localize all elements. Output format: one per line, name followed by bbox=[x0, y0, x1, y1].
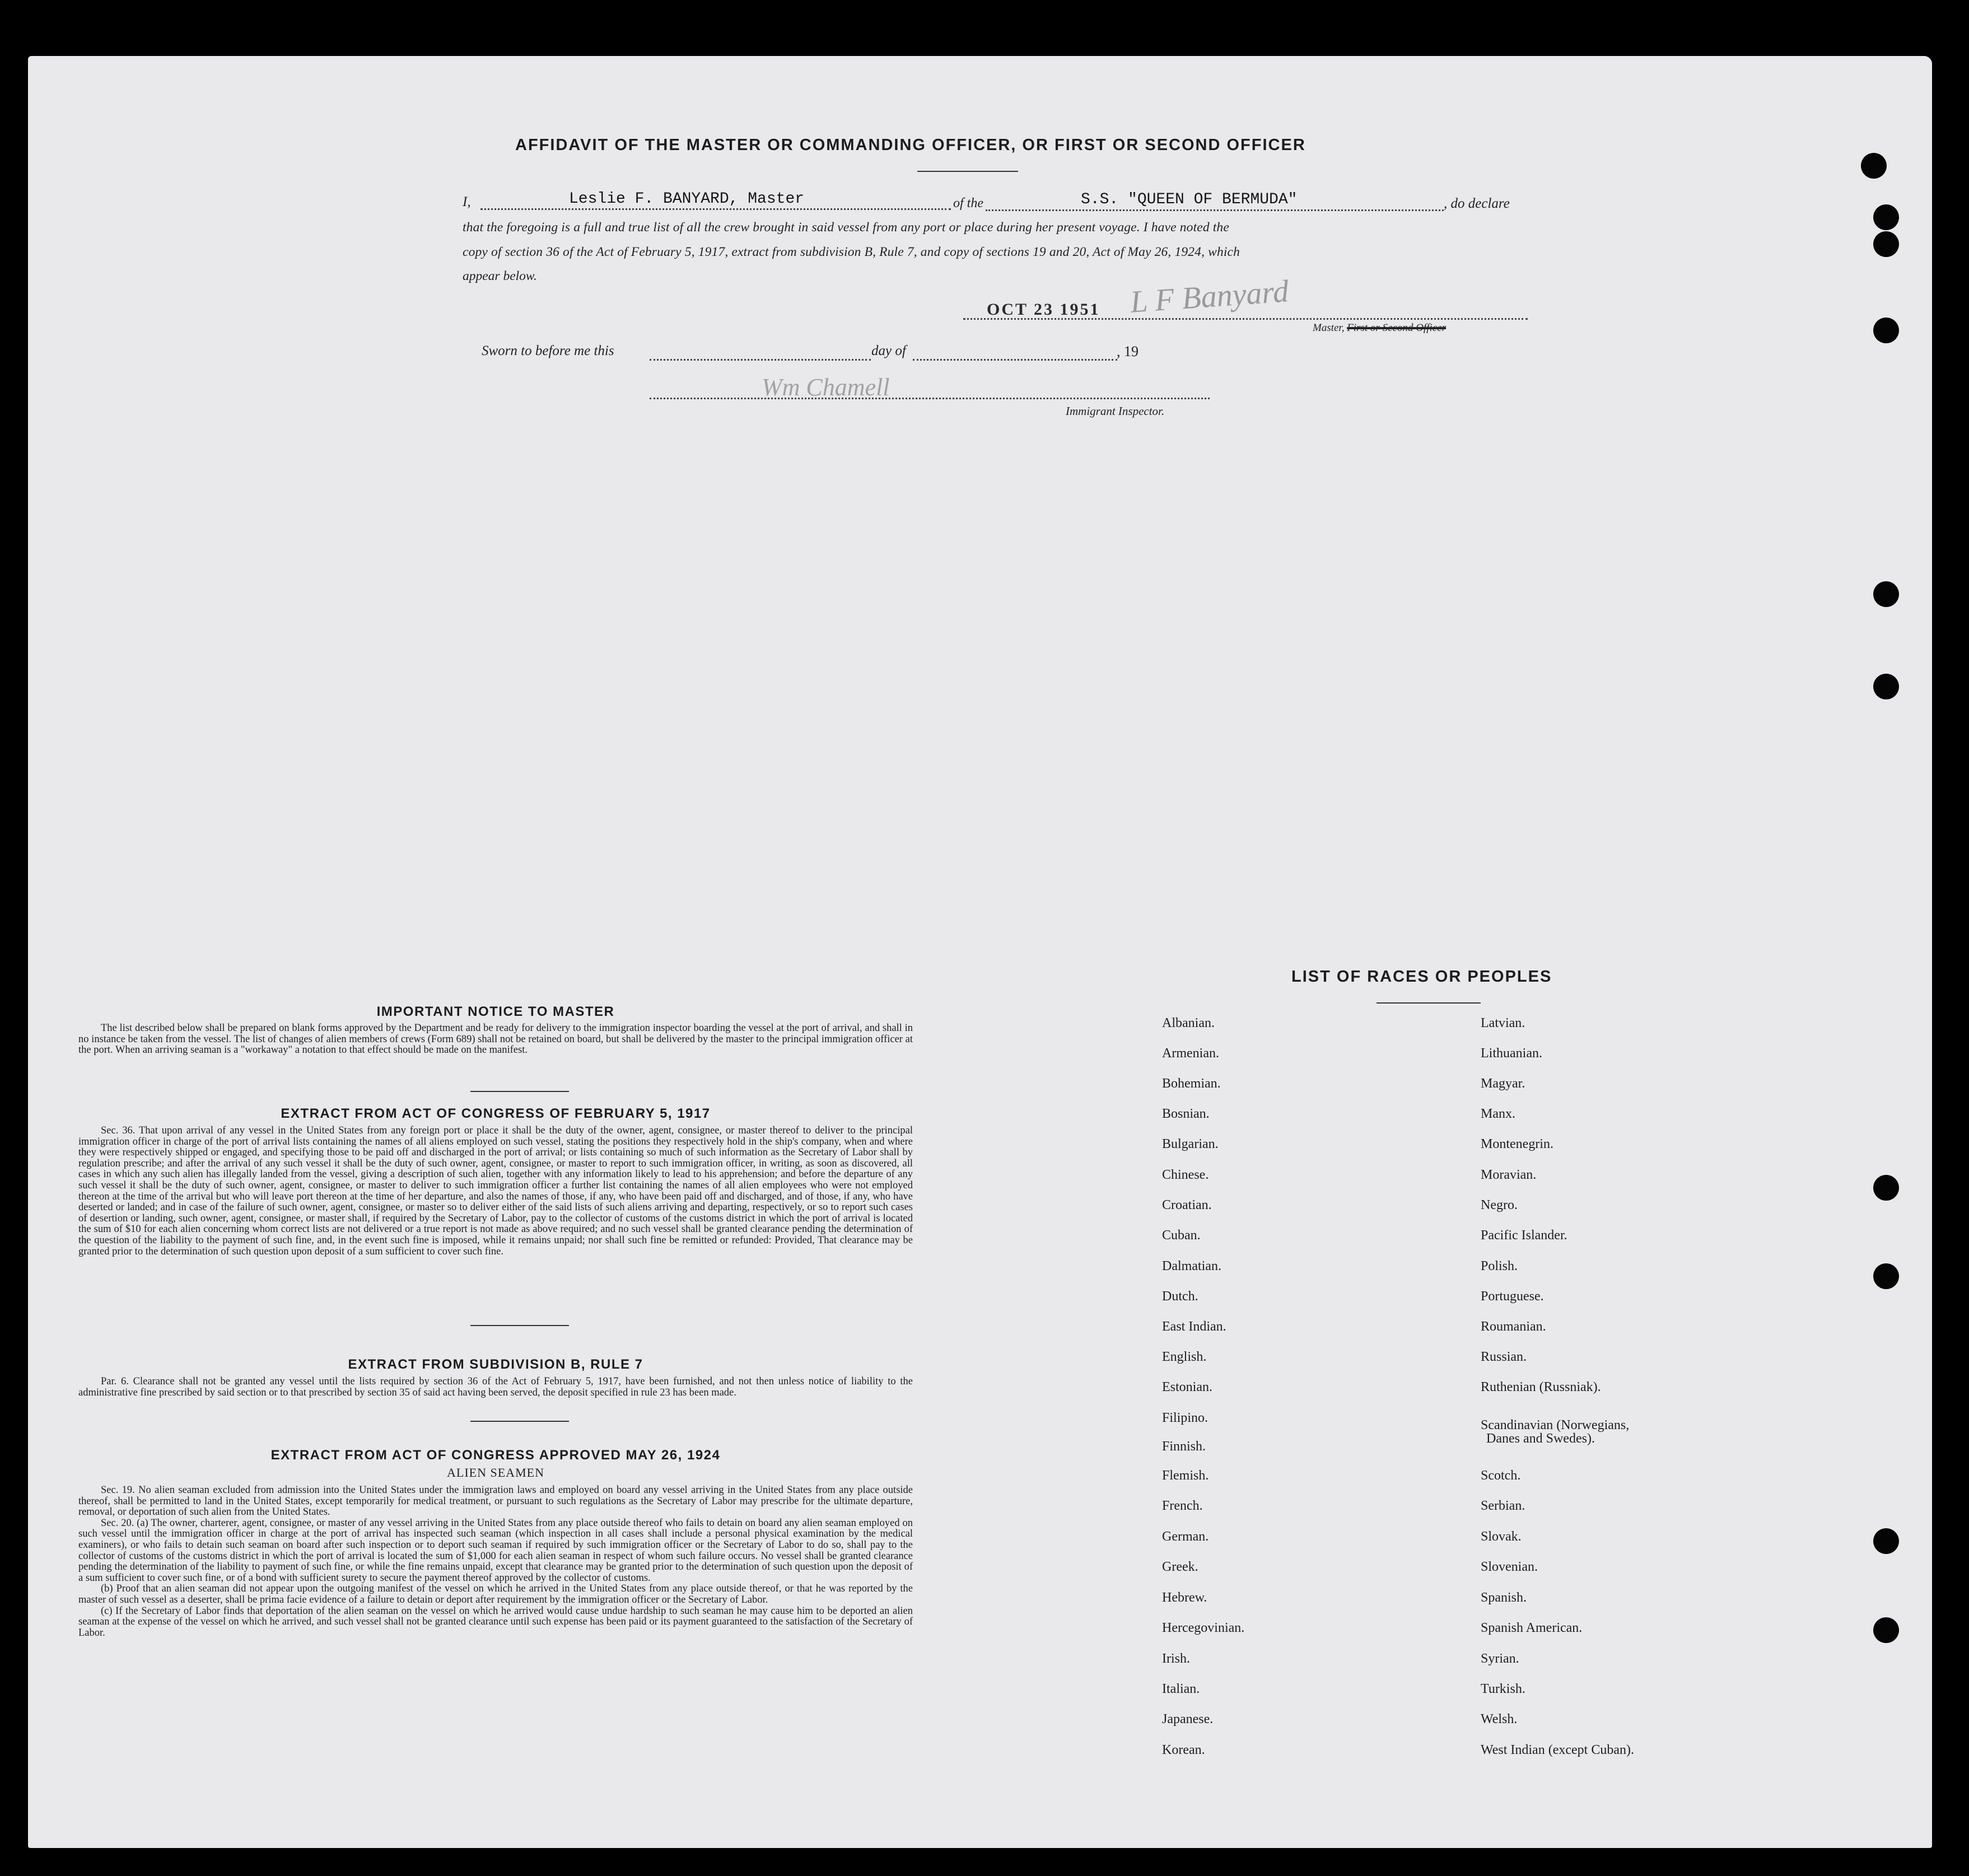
do-declare-label: , do declare bbox=[1444, 196, 1510, 211]
race-item: Slovak. bbox=[1481, 1529, 1522, 1544]
notice-text bbox=[78, 1023, 913, 1056]
sec-19-paragraph: Sec. 19. No alien seaman excluded from admission into the United States under the immigration laws and employed on board any vessel arriving in the United States from any place outside thereof, shall be permitted to land in the United States, except temporarily for medical treatment, or pursuant to such regulations as the Secretary of Labor may prescribe for the ultimate departure, removal, or deportation of such alien from the United States. bbox=[78, 1485, 913, 1518]
race-item: Japanese. bbox=[1162, 1712, 1214, 1726]
alien-seamen-subtitle: ALIEN SEAMEN bbox=[447, 1466, 544, 1480]
race-item: Dalmatian. bbox=[1162, 1259, 1221, 1273]
sec-20b-paragraph: (b) Proof that an alien seaman did not appear upon the outgoing manifest of the vessel on which he arrived in the United States from any place outside thereof, or that he was reported by the master of such vessel as a deserter, shall be prima facie evidence of a failure to detain or deport after requirement by the immigration officer or the Secretary of Labor. bbox=[78, 1583, 913, 1606]
divider bbox=[917, 171, 1018, 172]
notice-title: IMPORTANT NOTICE TO MASTER bbox=[376, 1004, 615, 1019]
binder-hole bbox=[1861, 153, 1887, 179]
notice-paragraph: The list described below shall be prepared on blank forms approved by the Department and be ready for delivery to the immigration inspector boarding the vessel at the port of arrival, and shall in no instance be taken from the vessel. The list of changes of alien members of crews (Form 689) shall not be retained on board, but shall be delivered by the master to the principal immigration officer at the port. When an arriving seaman is a "workaway" a notation to that effect should be made on the manifest. bbox=[78, 1023, 913, 1056]
rule-7-title: EXTRACT FROM SUBDIVISION B, RULE 7 bbox=[348, 1357, 643, 1372]
signer-title-struck: First or Second Officer bbox=[1347, 322, 1447, 334]
race-item: Negro. bbox=[1481, 1198, 1518, 1212]
race-item: Bohemian. bbox=[1162, 1076, 1221, 1091]
master-signature: L F Banyard bbox=[1129, 274, 1290, 320]
of-the-label: of the bbox=[953, 196, 983, 211]
document-page bbox=[28, 56, 1932, 1848]
binder-hole bbox=[1873, 231, 1899, 257]
race-item: Russian. bbox=[1481, 1350, 1527, 1364]
i-label: I, bbox=[463, 194, 471, 209]
rule-7-text bbox=[78, 1376, 913, 1398]
inspector-signature: Wm Chamell bbox=[762, 374, 890, 401]
race-item: Irish. bbox=[1162, 1651, 1190, 1666]
race-item: Flemish. bbox=[1162, 1468, 1209, 1483]
race-item: Slovenian. bbox=[1481, 1560, 1538, 1574]
vessel-name: S.S. "QUEEN OF BERMUDA" bbox=[1081, 191, 1298, 208]
year-prefix: , 19 bbox=[1117, 343, 1139, 360]
race-item: Estonian. bbox=[1162, 1380, 1212, 1394]
race-item: West Indian (except Cuban). bbox=[1481, 1743, 1634, 1757]
extract-1917-title: EXTRACT FROM ACT OF CONGRESS OF FEBRUARY 5, 1917 bbox=[281, 1106, 711, 1121]
race-item: Scandinavian (Norwegians, bbox=[1481, 1418, 1630, 1432]
race-item: Pacific Islander. bbox=[1481, 1228, 1567, 1243]
race-item: Hebrew. bbox=[1162, 1590, 1207, 1605]
race-item: Danes and Swedes). bbox=[1486, 1431, 1595, 1446]
declaration-line-2: copy of section 36 of the Act of February 5, 1917, extract from subdivision B, Rule 7, and copy of sections 19 and 20, Act of May 26, 1924, which bbox=[463, 245, 1240, 259]
race-item: Cuban. bbox=[1162, 1228, 1201, 1243]
sworn-label: Sworn to before me this bbox=[482, 343, 614, 358]
race-item: Italian. bbox=[1162, 1682, 1200, 1696]
declaration-line-1: that the foregoing is a full and true list of all the crew brought in said vessel from any port or place during her present voyage. I have noted the bbox=[463, 220, 1229, 235]
race-item: Albanian. bbox=[1162, 1016, 1215, 1030]
race-item: Ruthenian (Russniak). bbox=[1481, 1380, 1601, 1394]
binder-hole bbox=[1873, 204, 1899, 230]
race-item: Polish. bbox=[1481, 1259, 1518, 1273]
affidavit-title: AFFIDAVIT OF THE MASTER OR COMMANDING OFFICER, OR FIRST OR SECOND OFFICER bbox=[515, 136, 1306, 154]
sec-20c-paragraph: (c) If the Secretary of Labor finds that deportation of the alien seaman on the vessel on which he arrived would cause undue hardship to such seaman he may cause him to be deported an alien seaman at the expense of the vessel on which he arrived, and such vessel shall not be granted clearance until such expense has been paid or its payment guaranteed to the satisfaction of the Secretary of Labor. bbox=[78, 1605, 913, 1639]
race-item: Spanish. bbox=[1481, 1590, 1527, 1605]
binder-hole bbox=[1873, 674, 1899, 699]
extract-1924-text bbox=[78, 1485, 913, 1639]
races-title: LIST OF RACES OR PEOPLES bbox=[1291, 968, 1552, 986]
race-item: Welsh. bbox=[1481, 1712, 1518, 1726]
sworn-day-field bbox=[650, 359, 871, 361]
inspector-label: Immigrant Inspector. bbox=[1066, 404, 1165, 418]
race-item: Greek. bbox=[1162, 1560, 1198, 1574]
race-item: Chinese. bbox=[1162, 1168, 1209, 1182]
race-item: Spanish American. bbox=[1481, 1621, 1583, 1635]
race-item: Syrian. bbox=[1481, 1651, 1519, 1666]
race-item: Dutch. bbox=[1162, 1289, 1198, 1304]
declaration-line-3: appear below. bbox=[463, 269, 537, 283]
binder-hole bbox=[1873, 581, 1899, 607]
race-item: Korean. bbox=[1162, 1743, 1205, 1757]
race-item: German. bbox=[1162, 1529, 1209, 1544]
race-item: Roumanian. bbox=[1481, 1319, 1546, 1334]
binder-hole bbox=[1873, 1175, 1899, 1201]
signer-title-master: Master, bbox=[1313, 322, 1345, 334]
race-item: Moravian. bbox=[1481, 1168, 1537, 1182]
race-item: Bosnian. bbox=[1162, 1107, 1210, 1121]
inspector-signature-line bbox=[650, 398, 1210, 399]
binder-hole bbox=[1873, 1263, 1899, 1289]
race-item: English. bbox=[1162, 1350, 1207, 1364]
race-item: Portuguese. bbox=[1481, 1289, 1544, 1304]
signer-title bbox=[1313, 322, 1446, 334]
officer-name: Leslie F. BANYARD, Master bbox=[569, 190, 805, 208]
binder-hole bbox=[1873, 318, 1899, 343]
race-item: Serbian. bbox=[1481, 1499, 1525, 1513]
race-item: Manx. bbox=[1481, 1107, 1515, 1121]
race-item: Magyar. bbox=[1481, 1076, 1525, 1091]
extract-1917-text bbox=[78, 1126, 913, 1257]
par-6-paragraph: Par. 6. Clearance shall not be granted any vessel until the lists required by section 36 of the Act of February 5, 1917, have been furnished, and not then unless notice of liability to the administrative fine prescribed by said section or to that prescribed by section 35 of said act having been served, the deposit specified in rule 23 has been made. bbox=[78, 1376, 913, 1398]
binder-hole bbox=[1873, 1528, 1899, 1554]
race-item: Filipino. bbox=[1162, 1411, 1209, 1425]
race-item: French. bbox=[1162, 1499, 1203, 1513]
divider bbox=[470, 1421, 569, 1422]
race-item: Finnish. bbox=[1162, 1439, 1206, 1454]
binder-hole bbox=[1873, 1617, 1899, 1643]
race-item: East Indian. bbox=[1162, 1319, 1226, 1334]
race-item: Croatian. bbox=[1162, 1198, 1212, 1212]
date-stamp: OCT 23 1951 bbox=[987, 300, 1100, 319]
race-item: Armenian. bbox=[1162, 1046, 1219, 1061]
divider bbox=[470, 1091, 569, 1092]
race-item: Montenegrin. bbox=[1481, 1137, 1553, 1151]
extract-1924-title: EXTRACT FROM ACT OF CONGRESS APPROVED MAY 26, 1924 bbox=[270, 1448, 721, 1463]
race-item: Bulgarian. bbox=[1162, 1137, 1219, 1151]
race-item: Lithuanian. bbox=[1481, 1046, 1542, 1061]
race-item: Latvian. bbox=[1481, 1016, 1525, 1030]
divider bbox=[470, 1325, 569, 1326]
officer-name-field bbox=[480, 208, 951, 210]
sworn-month-field bbox=[913, 359, 1117, 361]
day-of-label: day of bbox=[871, 343, 906, 358]
vessel-name-field bbox=[986, 209, 1444, 211]
race-item: Scotch. bbox=[1481, 1468, 1521, 1483]
sec-36-paragraph: Sec. 36. That upon arrival of any vessel in the United States from any foreign port or place it shall be the duty of the owner, agent, consignee, or master thereof to deliver to the principal immigration officer in charge of the port of arrival lists containing the names of all aliens employed on such vessel, stating the positions they respectively hold in the ship's company, when and where they were respectively shipped or engaged, and specifying those to be paid off and discharged in the port of arrival; or lists containing so much of such information as the Secretary of Labor shall by regulation prescribe; and after the arrival of any such vessel it shall be the duty of such owner, agent, consignee, or master to report to such immigration officer, in writing, as soon as discovered, all cases in which any such alien has illegally landed from the vessel, giving a description of such alien, together with any information likely to lead to his apprehension; and before the departure of any such vessel it shall be the duty of such owner, agent, consignee, or master to deliver to such immigration officer a further list containing the names of all alien employees who were not employed thereon at the time of the arrival but who will leave port thereon at the time of her departure, and also the names of those, if any, who have been paid off and discharged, and of those, if any, who have deserted or landed; and in case of the failure of such owner, agent, consignee, or master so to deliver either of the said lists of such aliens arriving and departing, respectively, or so to report such cases of desertion or landing, such owner, agent, consignee, or master shall, if required by the Secretary of Labor, pay to the collector of customs of the customs district in which the port of arrival is located the sum of $10 for each alien concerning whom correct lists are not delivered or a true report is not made as above required; and no such vessel shall be granted clearance pending the determination of the question of the liability to the payment of such fine, and, in the event such fine is imposed, while it remains unpaid; nor shall such fine be remitted or refunded: Provided, That clearance may be granted prior to the determination of such question upon deposit of a sum sufficient to cover such fine. bbox=[78, 1125, 913, 1257]
race-item: Hercegovinian. bbox=[1162, 1621, 1245, 1635]
sec-20a-paragraph: Sec. 20. (a) The owner, charterer, agent, consignee, or master of any vessel arriving in the United States from any place outside thereof who fails to detain on board any alien seaman employed on such vessel until the immigration officer in charge at the port of arrival has inspected such seaman (which inspection in all cases shall include a personal physical examination by the medical examiners), or who fails to detain such seaman on board after such inspection or to deport such seaman if required by such immigration officer or the Secretary of Labor to do so, shall pay to the collector of customs of the customs district in which the port of arrival is located the sum of $1,000 for each alien seaman in respect of whom such failure occurs. No vessel shall be granted clearance pending the determination of the liability to payment of such fine, or while the fine remains unpaid, except that clearance may be granted prior to the determination of such question upon the deposit of a sum sufficient to cover such fine, or of a bond with sufficient surety to secure the payment thereof approved by the collector of customs. bbox=[78, 1517, 913, 1584]
race-item: Turkish. bbox=[1481, 1682, 1525, 1696]
divider bbox=[1377, 1002, 1481, 1004]
